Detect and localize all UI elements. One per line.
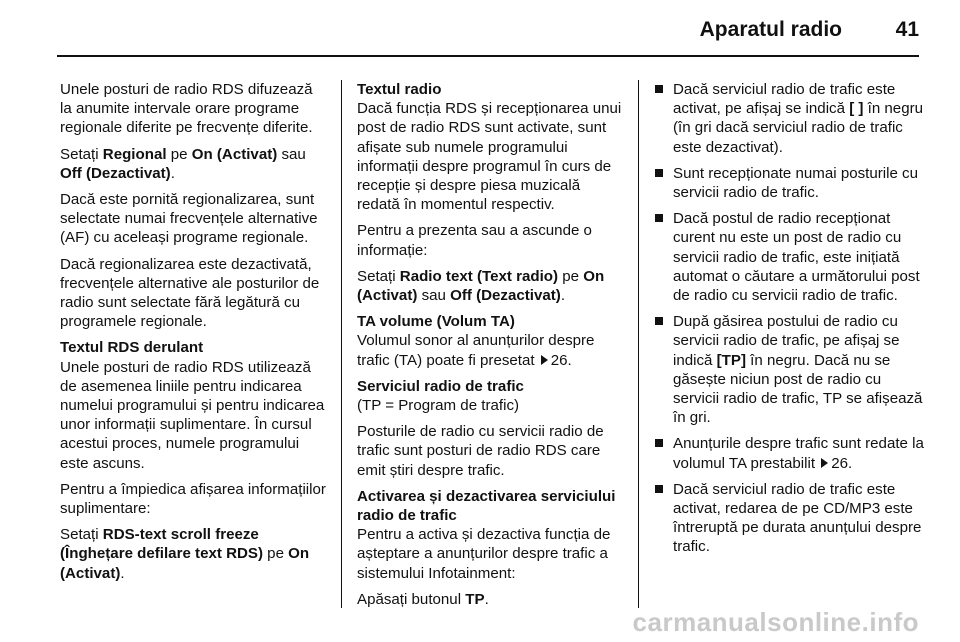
page-reference: 26. (831, 454, 853, 472)
section-activate-traffic (357, 487, 625, 583)
paragraph-activate-traffic: Pentru a activa și dezactiva funcția de așteptare a anunțurilor despre trafic a sistemului Infotainment: (357, 526, 611, 582)
watermark: carmanualsonline.info (632, 607, 919, 637)
menu-option-on: On (Activat) (60, 545, 310, 582)
menu-option-scroll-freeze: RDS-text scroll freeze (Înghețare defilare text RDS) (60, 526, 263, 563)
header-rule (57, 55, 919, 57)
list-item: Sunt recepționate numai posturile cu servicii radio de trafic. (652, 164, 924, 202)
square-bullet-icon (655, 214, 663, 222)
column-divider (341, 80, 342, 608)
menu-option-radio-text: Radio text (Text radio) (399, 267, 559, 285)
square-bullet-icon (655, 85, 663, 93)
page-header (0, 0, 960, 60)
list-item: Dacă serviciul radio de trafic este activat, pe afișaj se indică [ ] în negru (în gri dacă serviciul radio de trafic este dezactivat). (652, 80, 924, 157)
column-2 (357, 80, 625, 616)
list-item: Anunțurile despre trafic sunt redate la volumul TA prestabilit 26. (652, 434, 924, 472)
square-bullet-icon (655, 485, 663, 493)
paragraph-tp-definition: (TP = Program de trafic) (357, 397, 520, 415)
paragraph-radio-text-setting: Setați Radio text (Text radio) pe On (Activat) sau Off (Dezactivat). (357, 267, 605, 305)
page-reference-arrow-icon (821, 458, 828, 468)
paragraph-prevent-display: Pentru a împiedica afișarea informațiilor suplimentare: (60, 480, 326, 518)
tp-button-label: TP (465, 590, 485, 608)
paragraph-traffic-stations: Posturile de radio cu servicii radio de trafic sunt posturi de radio RDS care emit știri despre trafic. (357, 423, 604, 479)
menu-option-off: Off (Dezactivat) (450, 287, 561, 305)
square-bullet-icon (655, 169, 663, 177)
square-bullet-icon (655, 317, 663, 325)
list-item: Dacă serviciul radio de trafic este activat, redarea de pe CD/MP3 este întreruptă pe durata anunțului despre trafic. (652, 480, 924, 557)
paragraph-press-tp: Apăsați butonul TP. (357, 590, 489, 608)
page-reference-arrow-icon (541, 355, 548, 365)
section-scrolling-rds-text (60, 338, 328, 472)
section-ta-volume (357, 312, 625, 370)
page-title: Aparatul radio (699, 18, 842, 41)
section-traffic-service (357, 377, 625, 415)
menu-option-regional: Regional (102, 145, 167, 163)
column-1 (60, 80, 328, 590)
section-radio-text (357, 80, 625, 214)
menu-option-off: Off (Dezactivat) (60, 164, 171, 182)
heading-radio-text: Textul radio (357, 81, 442, 98)
paragraph-regional-setting: Setați Regional pe On (Activat) sau Off (Dezactivat). (60, 145, 306, 182)
column-3 (652, 80, 924, 564)
paragraph-radio-text: Dacă funcția RDS și recepționarea unui post de radio RDS sunt activate, sunt afișate sub numele programului informații despre programul în curs de recepție și despre piesa muzicală redată în momentul respectiv. (357, 100, 622, 214)
list-item: Dacă postul de radio recepționat curent nu este un post de radio cu servicii radio de trafic, este inițiată automat o căutare a următorului post de radio cu servicii radio de trafic. (652, 209, 924, 305)
paragraph-regional-on: Dacă este pornită regionalizarea, sunt selectate numai frecvențele alternative (AF) cu aceleași programe regionale. (60, 191, 318, 247)
page-number: 41 (895, 18, 919, 41)
heading-activate-traffic: Activarea și dezactivarea serviciului radio de trafic (357, 487, 616, 525)
bullet-list (652, 80, 924, 557)
paragraph-regional-intro: Unele posturi de radio RDS difuzează la anumite intervale orare programe regionale diferite pe frecvențe diferite. (60, 81, 313, 137)
list-item: După găsirea postului de radio cu servicii radio de trafic, pe afișaj se indică [TP] în negru. Dacă nu se găsește niciun post de radio cu servicii radio de trafic, TP se afișează în gri. (652, 312, 924, 427)
paragraph-show-hide: Pentru a prezenta sau a ascunde o informație: (357, 222, 592, 259)
paragraph-scroll-freeze-setting: Setați RDS-text scroll freeze (Înghețare defilare text RDS) pe On (Activat). (60, 526, 310, 582)
page-reference: 26. (550, 351, 572, 369)
column-divider (638, 80, 639, 608)
square-bullet-icon (655, 439, 663, 447)
heading-scrolling-rds-text: Textul RDS derulant (60, 339, 204, 357)
menu-option-on: On (Activat) (357, 267, 605, 305)
paragraph-ta-volume: Volumul sonor al anunțurilor despre trafic (TA) poate fi presetat 26. (357, 332, 595, 369)
heading-ta-volume: TA volume (Volum TA) (357, 313, 515, 331)
paragraph-regional-off: Dacă regionalizarea este dezactivată, frecvențele alternative ale posturilor de radio sunt selectate fără legătură cu programele regionale. (60, 255, 320, 331)
menu-option-on: On (Activat) (191, 145, 278, 163)
heading-traffic-service: Serviciul radio de trafic (357, 377, 524, 395)
paragraph-scrolling-rds-text: Unele posturi de radio RDS utilizează de asemenea liniile pentru indicarea numelui programului și pentru indicarea unor informații suplimentare. În cursul acestui proces, numele programului este ascuns. (60, 358, 325, 472)
